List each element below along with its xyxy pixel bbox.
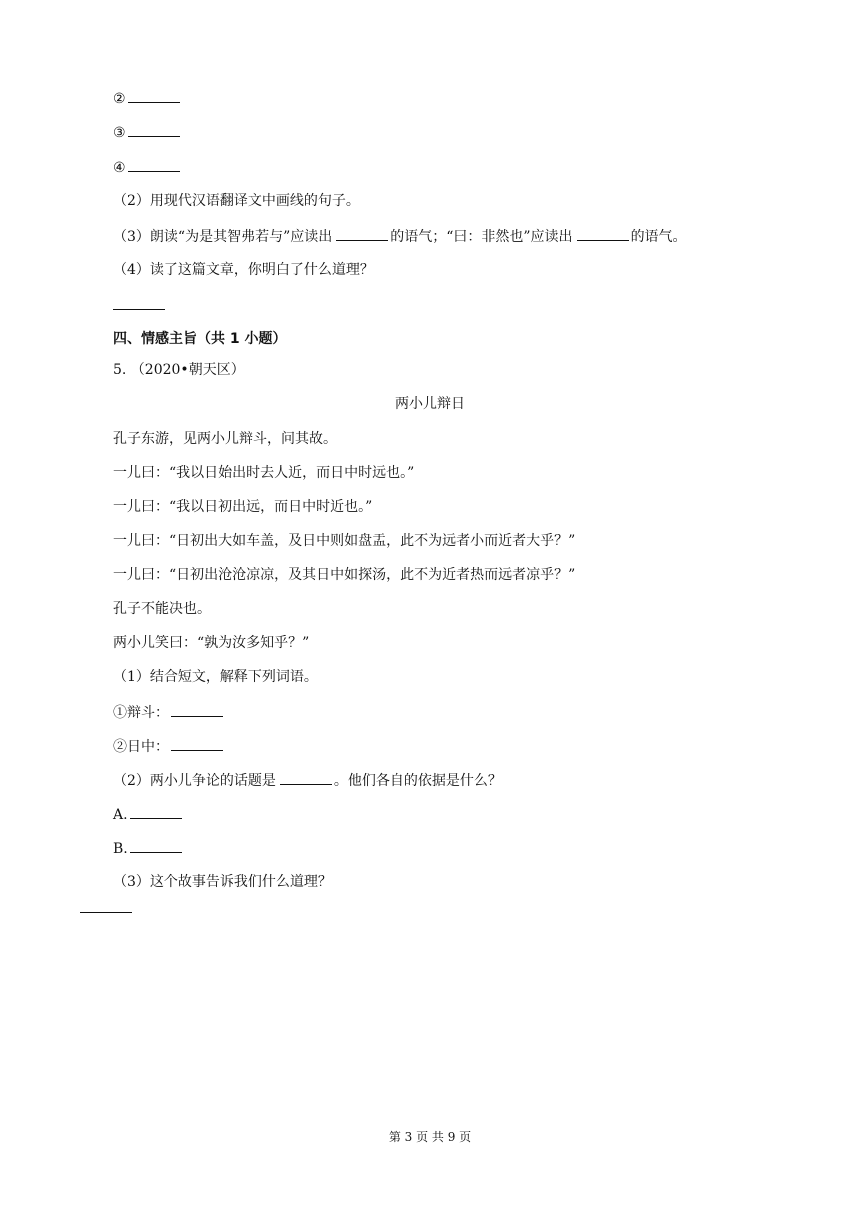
answer-blank[interactable] — [113, 295, 165, 310]
word-label: ①辩斗： — [113, 705, 169, 721]
option-label: A. — [113, 807, 128, 823]
answer-blank[interactable] — [336, 226, 388, 241]
passage-line: 孔子东游，见两小儿辩斗，问其故。 — [113, 431, 337, 447]
answer-blank[interactable] — [80, 898, 132, 913]
passage-line: 一儿曰：“日初出沧沧凉凉，及其日中如探汤，此不为近者热而远者凉乎？” — [113, 567, 576, 583]
answer-blank[interactable] — [280, 770, 332, 785]
answer-blank[interactable] — [128, 157, 180, 172]
question-text: （3）朗读“为是其智弗若与”应读出 — [113, 229, 333, 245]
word-item-2 — [113, 736, 223, 757]
page-footer: 第 3 页 共 9 页 — [388, 1130, 472, 1144]
answer-line-q5-p3 — [80, 898, 132, 919]
answer-blank[interactable] — [128, 88, 180, 103]
question-text: 的语气。 — [630, 229, 687, 245]
answer-line-2 — [113, 88, 180, 109]
question-text: 。他们各自的依据是什么？ — [333, 773, 502, 789]
option-a — [113, 804, 182, 825]
question-text: （2）两小儿争论的话题是 — [113, 773, 276, 789]
question-5-part-1: （1）结合短文，解释下列词语。 — [113, 669, 318, 685]
answer-blank[interactable] — [130, 838, 182, 853]
answer-line-4 — [113, 157, 180, 178]
answer-blank[interactable] — [577, 226, 629, 241]
word-item-1 — [113, 702, 223, 723]
section-heading: 四、情感主旨（共 1 小题） — [113, 331, 287, 347]
item-marker: ② — [113, 91, 126, 107]
passage-title: 两小儿辩日 — [395, 396, 465, 412]
answer-line-3 — [113, 122, 180, 143]
answer-blank[interactable] — [128, 122, 180, 137]
answer-blank[interactable] — [171, 736, 223, 751]
question-4-part-2: （2）用现代汉语翻译文中画线的句子。 — [113, 193, 360, 209]
passage-line: 一儿曰：“日初出大如车盖，及日中则如盘盂，此不为远者小而近者大乎？” — [113, 533, 576, 549]
item-marker: ④ — [113, 160, 126, 176]
passage-line: 一儿曰：“我以日初出远，而日中时近也。” — [113, 499, 373, 515]
passage-line: 两小儿笑曰：“孰为汝多知乎？” — [113, 635, 310, 651]
question-4-part-4: （4）读了这篇文章，你明白了什么道理？ — [113, 262, 374, 278]
passage-line: 孔子不能决也。 — [113, 601, 211, 617]
answer-blank[interactable] — [171, 702, 223, 717]
answer-blank[interactable] — [130, 804, 182, 819]
answer-line-q4-p4 — [113, 295, 165, 316]
question-text: 的语气；“曰：非然也”应读出 — [390, 229, 573, 245]
question-5-header: 5. （2020•朝天区） — [113, 362, 245, 378]
option-b — [113, 838, 182, 859]
option-label: B. — [113, 841, 128, 857]
question-5-part-3: （3）这个故事告诉我们什么道理？ — [113, 874, 332, 890]
question-5-part-2 — [113, 770, 502, 791]
item-marker: ③ — [113, 125, 126, 141]
passage-line: 一儿曰：“我以日始出时去人近，而日中时远也。” — [113, 465, 415, 481]
question-4-part-3 — [113, 226, 687, 247]
word-label: ②日中： — [113, 739, 169, 755]
